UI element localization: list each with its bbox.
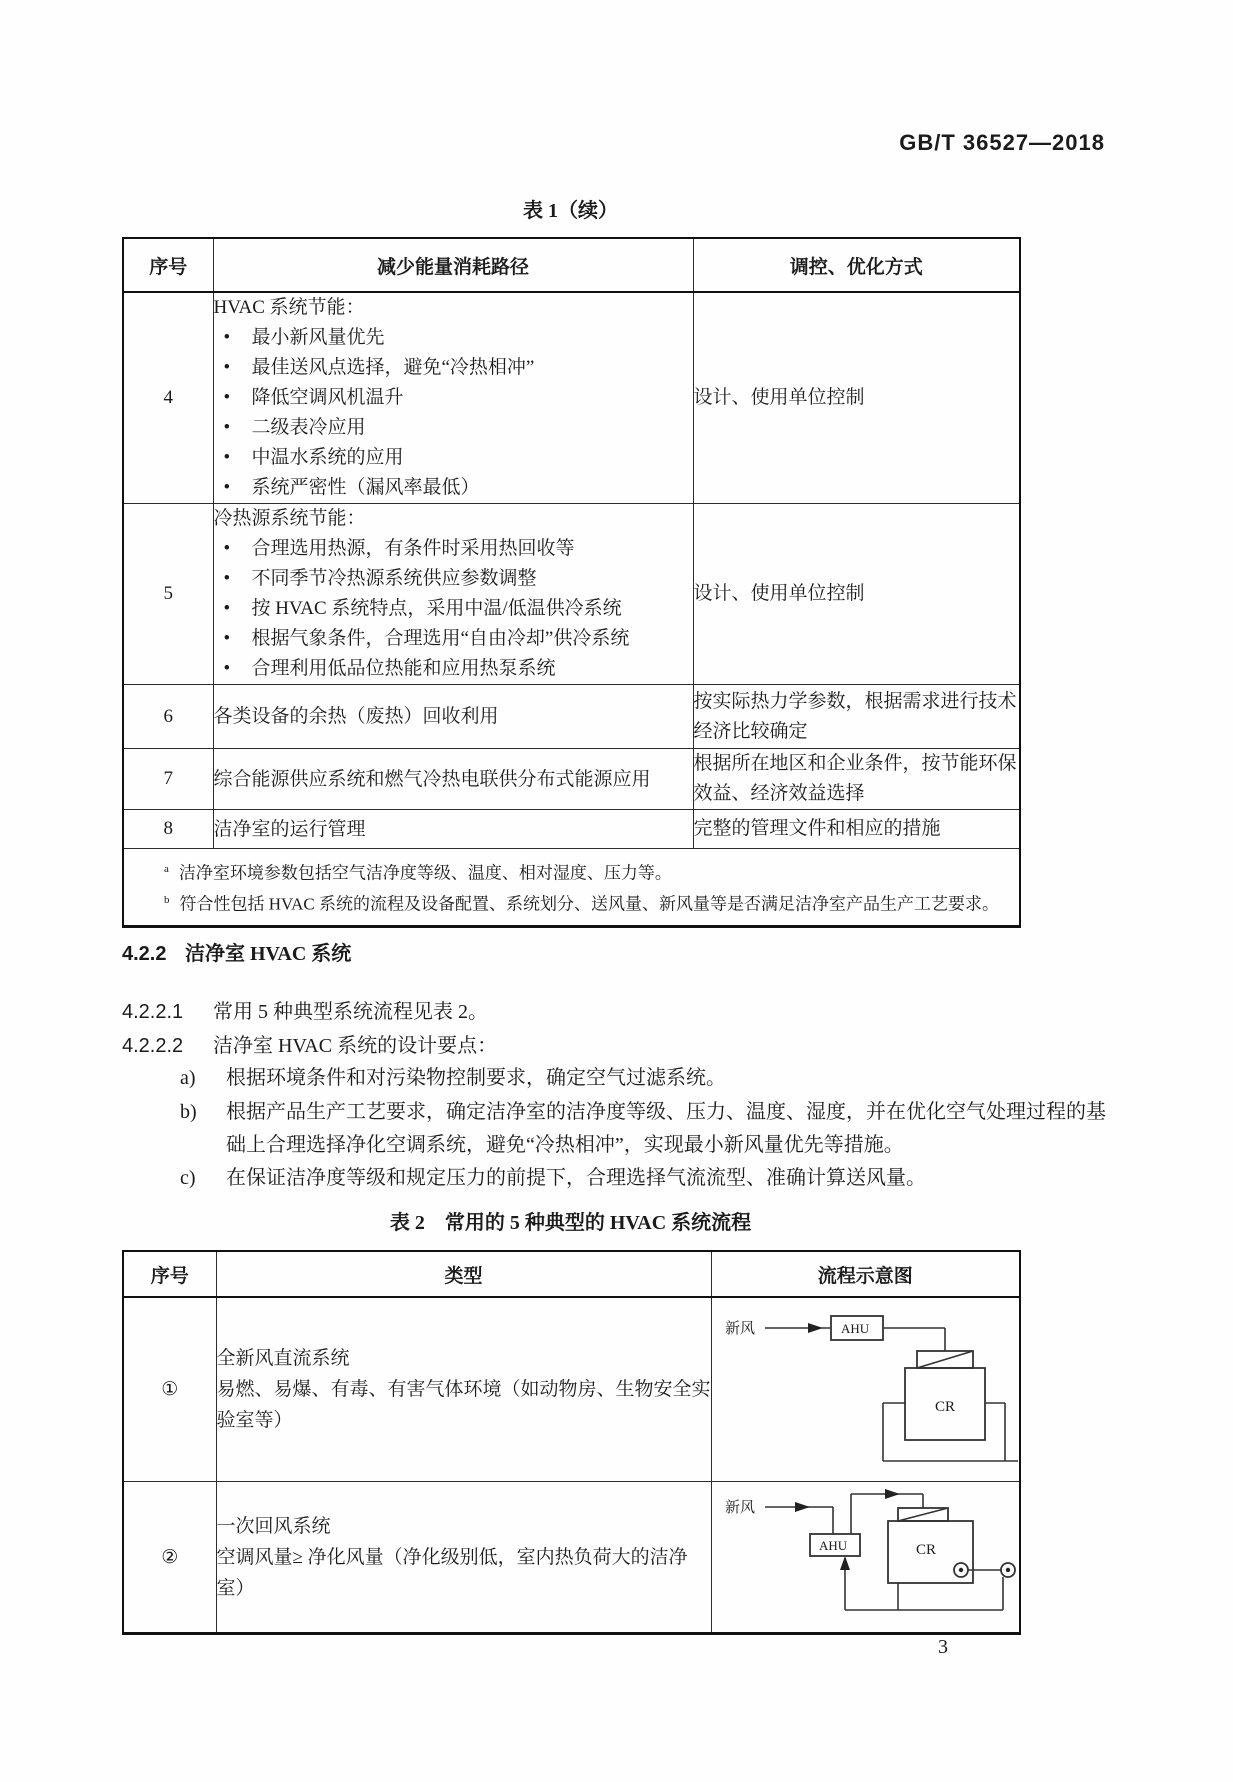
list-item-c [180,1162,1118,1195]
table2-col-type: 类型 [216,1251,711,1297]
table2-title: 表 2 常用的 5 种典型的 HVAC 系统流程 [389,1212,752,1234]
flow-arrow-icon [808,1323,823,1333]
row5-number: 5 [123,504,213,685]
table1-footnotes-cell [123,849,1020,927]
table1-col-path: 减少能量消耗路径 [213,238,693,292]
heading-title: 洁净室 HVAC 系统 [185,943,352,965]
return-air-arrow-icon [840,1556,850,1570]
table1-col-control: 调控、优化方式 [693,238,1020,292]
table-row [123,292,1020,504]
table1 [122,237,1021,928]
list-item-a [180,1062,1118,1095]
paragraph-number: 4.2.2.2 [122,1035,184,1057]
row8-number: 8 [123,810,213,849]
row6-path-cell: 各类设备的余热（废热）回收利用 [213,685,693,749]
system-type-title: 一次回风系统 [216,1515,331,1537]
table-row [123,504,1020,685]
fresh-air-label: 新风 [724,1500,755,1516]
table1-footnotes-row [123,849,1020,927]
bullet-item: • 中温水系统的应用 [214,443,693,473]
bullet-item: • 降低空调风机温升 [214,383,693,413]
paragraph-text: 常用 5 种典型系统流程见表 2。 [213,1001,488,1023]
paragraph-text: 洁净室 HVAC 系统的设计要点： [213,1035,498,1057]
t2row1-type-cell [216,1297,711,1482]
t2row2-type-cell [216,1482,711,1634]
list-item-b [180,1096,1118,1162]
paragraph-4-2-2-1 [122,996,1117,1028]
list-item-text: 根据环境条件和对污染物控制要求，确定空气过滤系统。 [226,1067,726,1089]
ahu-label: AHU [840,1320,869,1336]
bullet-item: • 根据气象条件，合理选用“自由冷却”供冷系统 [214,624,693,654]
t2row1-diagram-cell [711,1297,1020,1482]
hvac-flow-diagram-1 [713,1301,1018,1479]
table-row [123,810,1020,849]
row5-control-cell: 设计、使用单位控制 [693,504,1020,685]
table-row [123,1297,1020,1482]
list-item-label: a) [180,1067,196,1089]
footnote-a-marker: a [164,863,169,876]
table2-col-diagram: 流程示意图 [711,1251,1020,1297]
bullet-item: • 合理选用热源，有条件时采用热回收等 [214,534,693,564]
bullet-item: • 不同季节冷热源系统供应参数调整 [214,564,693,594]
t2row2-diagram-cell [711,1482,1020,1634]
cleanroom-label: CR [934,1398,955,1415]
cleanroom-label: CR [915,1542,936,1558]
system-type-desc: 空调风量≥ 净化风量（净化级别低，室内热负荷大的洁净室） [216,1546,688,1599]
table1-col-no: 序号 [123,238,213,292]
paragraph-number: 4.2.2.1 [122,1001,184,1023]
bullet-item: • 按 HVAC 系统特点，采用中温/低温供冷系统 [214,594,693,624]
row5-path-title: 冷热源系统节能： [213,508,366,529]
system-type-title: 全新风直流系统 [216,1348,350,1369]
row6-control-cell: 按实际热力学参数，根据需求进行技术经济比较确定 [693,685,1020,749]
row7-number: 7 [123,749,213,810]
bullet-item: • 二级表冷应用 [214,413,693,443]
row8-path-cell: 洁净室的运行管理 [213,810,693,849]
t2row2-number: ② [123,1482,216,1634]
footnote-a: $^a$ 洁净室环境参数包括空气洁净度等级、温度、相对湿度、压力等。 [164,863,672,883]
ahu-label: AHU [818,1538,847,1553]
row4-control-cell: 设计、使用单位控制 [693,292,1020,504]
bullet-item: • 合理利用低品位热能和应用热泵系统 [214,654,693,684]
table2 [122,1250,1021,1635]
heading-number: 4.2.2 [122,943,167,965]
footnote-b-marker: b [164,894,170,906]
table2-header-row [123,1251,1020,1297]
flow-arrow-icon [885,1489,900,1499]
fresh-air-label: 新风 [724,1320,755,1337]
heading-4-2-2 [122,938,1117,970]
system-type-desc: 易燃、易爆、有毒、有害气体环境（如动物房、生物安全实验室等） [216,1379,711,1431]
list-item-text: 在保证洁净度等级和规定压力的前提下，合理选择气流流型、准确计算送风量。 [226,1167,926,1189]
table-row [123,685,1020,749]
row4-path-cell [213,292,693,504]
table-row [123,1482,1020,1634]
row5-path-cell [213,504,693,685]
bullet-item: • 最小新风量优先 [214,323,693,353]
bullet-item: • 最佳送风点选择，避免“冷热相冲” [214,353,693,383]
list-item-label: c) [180,1167,196,1189]
list-item-label: b) [180,1101,197,1123]
table1-title: 表 1（续） [523,200,618,222]
t2row1-number: ① [123,1297,216,1482]
row4-number: 4 [123,292,213,504]
row7-control-cell: 根据所在地区和企业条件，按节能环保效益、经济效益选择 [693,749,1020,810]
row6-number: 6 [123,685,213,749]
flow-arrow-icon [795,1502,810,1512]
bullet-item: • 系统严密性（漏风率最低） [214,473,693,503]
list-item-text: 根据产品生产工艺要求，确定洁净室的洁净度等级、压力、温度、湿度，并在优化空气处理过程的基础上合理选择净化空调系统，避免“冷热相冲”，实现最小新风量优先等措施。 [226,1101,1106,1156]
footnote-b: $^b$ 符合性包括 HVAC 系统的流程及设备配置、系统划分、送风量、新风量等是否满足洁净室产品生产工艺要求。 [164,894,999,914]
table2-col-no: 序号 [123,1251,216,1297]
paragraph-4-2-2-2 [122,1030,1117,1062]
row7-path-cell: 综合能源供应系统和燃气冷热电联供分布式能源应用 [213,749,693,810]
row8-control-cell: 完整的管理文件和相应的措施 [693,810,1020,849]
table1-header-row [123,238,1020,292]
row4-path-title: HVAC 系统节能： [213,297,365,318]
table-row [123,749,1020,810]
hvac-flow-diagram-2 [713,1482,1018,1632]
standard-number-header: GB/T 36527—2018 [899,130,1105,155]
page-number: 3 [938,1636,948,1658]
